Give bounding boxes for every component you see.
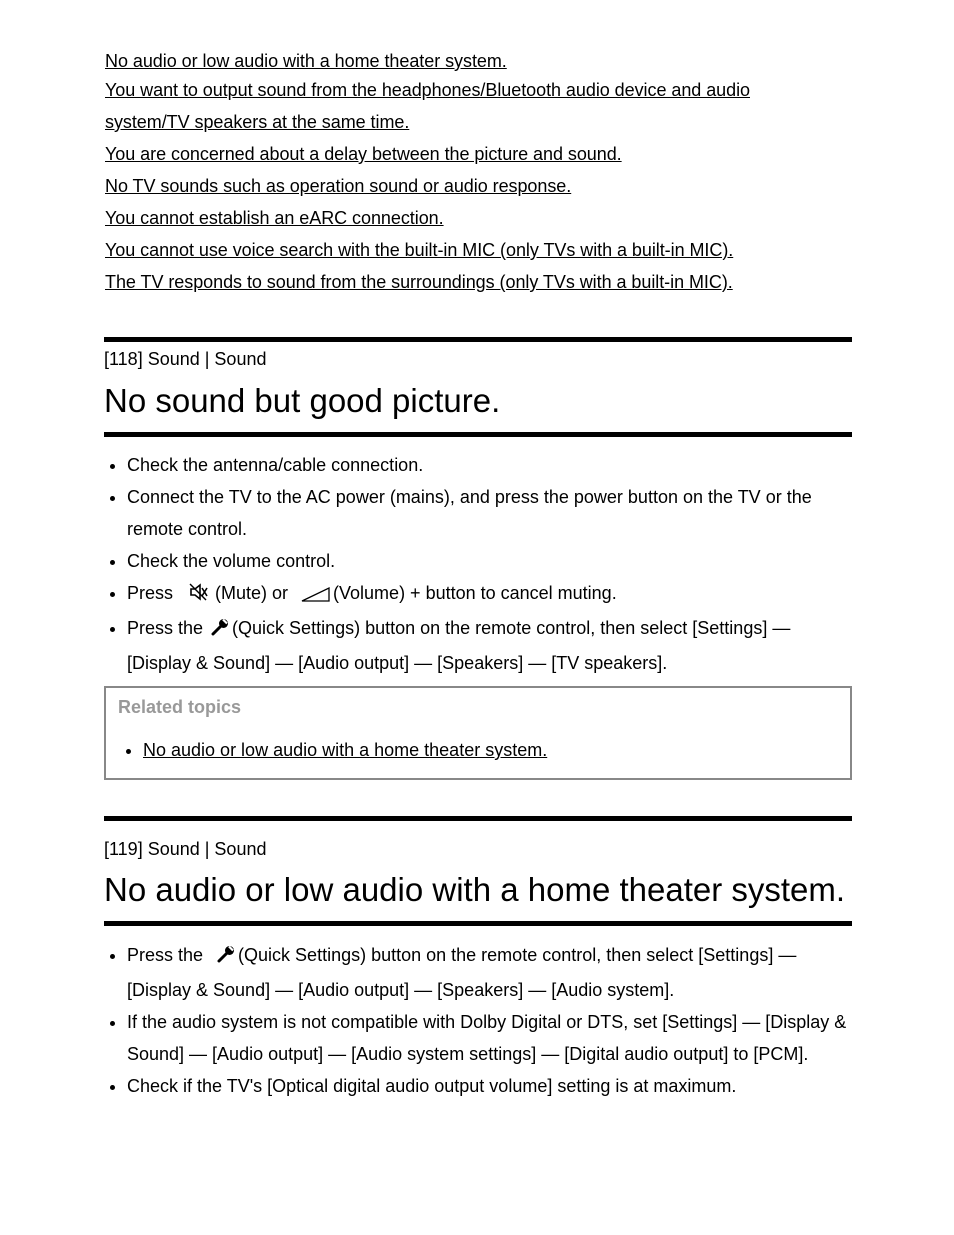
link-earc[interactable]: You cannot establish an eARC connection. (105, 208, 444, 228)
text-segment: (Quick Settings) button on the remote control, then select [Settings] — [Display & Sound] — [Audio output] — [Speakers] — [TV speakers]. (127, 618, 791, 673)
text-segment: Press the (127, 945, 209, 965)
page-title: No sound but good picture. (104, 382, 501, 419)
related-topics-list (118, 738, 547, 762)
list-item (127, 577, 852, 612)
list-item: • Check the antenna/cable connection. (127, 449, 852, 481)
section-tag: [119] Sound | Sound (104, 839, 267, 859)
link-no-tv-sounds[interactable]: No TV sounds such as operation sound or audio response. (105, 176, 572, 196)
link-voice-search-mic[interactable]: You cannot use voice search with the built-in MIC (only TVs with a built-in MIC). (105, 240, 734, 260)
title-underline (104, 432, 852, 437)
link-home-theater[interactable]: No audio or low audio with a home theater system. (105, 51, 507, 71)
text-segment: (Quick Settings) button on the remote control, then select [Settings] — [Display & Sound] — [Audio output] — [Speakers] — [Audio system]. (127, 945, 797, 1000)
link-headphones-same-time-1[interactable]: You want to output sound from the headphones/Bluetooth audio device and audio (105, 80, 750, 100)
section-tag: [118] Sound | Sound (104, 349, 267, 369)
list-item: • If the audio system is not compatible with Dolby Digital or DTS, set [Settings] — [Display & Sound] — [Audio output] — [Audio system settings] — [Digital audio output] to [PCM]. (127, 1006, 852, 1070)
list-item (143, 738, 547, 762)
text-segment: (Volume) + button to cancel muting. (333, 583, 617, 603)
wrench-icon (210, 615, 230, 647)
link-headphones-same-time-2[interactable]: system/TV speakers at the same time. (105, 112, 410, 132)
page-title: No audio or low audio with a home theater system. (104, 871, 846, 908)
list-item (127, 612, 852, 679)
related-topics-title: Related topics (118, 697, 242, 717)
link-delay-picture-sound[interactable]: You are concerned about a delay between the picture and sound. (105, 144, 622, 164)
section-118-bullets (104, 449, 852, 679)
section-divider (104, 816, 852, 821)
title-underline (104, 921, 852, 926)
list-item: • Connect the TV to the AC power (mains), and press the power button on the TV or the remote control. (127, 481, 852, 545)
section-divider (104, 337, 852, 342)
list-item (127, 939, 852, 1006)
mute-icon (188, 580, 208, 612)
list-item: • Check the volume control. (127, 545, 852, 577)
related-topics-box (104, 686, 852, 780)
text-segment: (Mute) or (210, 583, 294, 603)
wrench-icon (216, 942, 236, 974)
text-segment: Press the (127, 618, 209, 638)
section-119-bullets (104, 939, 852, 1102)
volume-icon (301, 580, 331, 612)
top-links-list (105, 48, 805, 298)
list-item: • Check if the TV's [Optical digital audio output volume] setting is at maximum. (127, 1070, 852, 1102)
link-responds-surroundings[interactable]: The TV responds to sound from the surroundings (only TVs with a built-in MIC). (105, 272, 733, 292)
related-link-home-theater[interactable]: No audio or low audio with a home theater system. (143, 740, 548, 760)
text-segment: Press (127, 583, 179, 603)
